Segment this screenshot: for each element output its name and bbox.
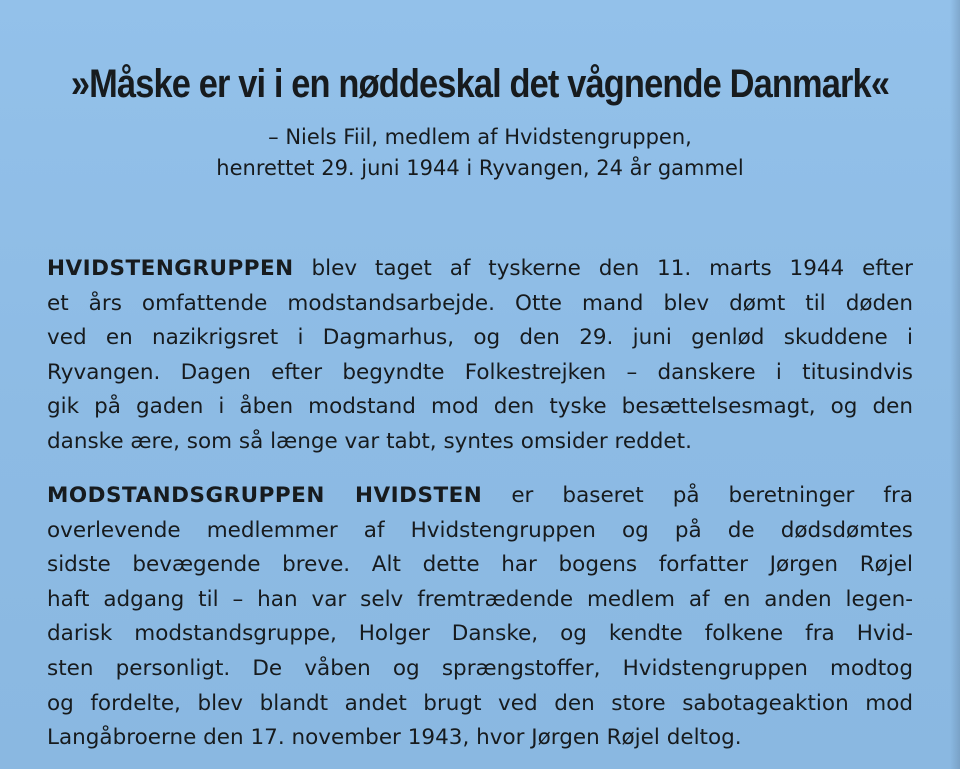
cover-quote: »Måske er vi i en nøddeskal det vågnende Danmark« xyxy=(70,62,890,106)
paragraph-text: er baseret på beretninger fra xyxy=(482,483,913,508)
paragraph-line: gik på gaden i åben modstand mod den tyske besættelsesmagt, og den xyxy=(47,394,913,420)
paragraph-line: ved en nazikrigsret i Dagmarhus, og den 29. juni genlød skuddene i xyxy=(47,325,913,351)
paragraph-line: danske ære, som så længe var tabt, syntes omsider reddet. xyxy=(47,428,692,454)
paragraph-hvidstengruppen xyxy=(47,252,913,460)
paragraph-line: Langåbroerne den 17. november 1943, hvor Jørgen Røjel deltog. xyxy=(47,725,742,751)
attribution-line-1: – Niels Fiil, medlem af Hvidstengruppen, xyxy=(268,125,692,149)
paragraph-lead-term: MODSTANDSGRUPPEN HVIDSTEN xyxy=(47,483,483,508)
paragraph-line: overlevende medlemmer af Hvidstengruppen og på de dødsdømtes xyxy=(47,517,913,543)
paragraph-line xyxy=(47,479,913,514)
paragraph-line: og fordelte, blev blandt andet brugt ved den store sabotageaktion mod xyxy=(47,690,913,716)
paragraph-text: blev taget af tyskerne den 11. marts 1944 efter xyxy=(293,256,913,281)
paragraph-lead-term: HVIDSTENGRUPPEN xyxy=(47,256,294,281)
paragraph-line: darisk modstandsgruppe, Holger Danske, og kendte folkene fra Hvid- xyxy=(47,621,913,647)
paragraph-line: et års omfattende modstandsarbejde. Otte mand blev dømt til døden xyxy=(47,290,913,316)
paragraph-line: sten personligt. De våben og sprængstoffer, Hvidstengruppen modtog xyxy=(47,655,913,681)
paragraph-line: sidste bevægende breve. Alt dette har bogens forfatter Jørgen Røjel xyxy=(47,552,913,578)
paragraph-line: Ryvangen. Dagen efter begyndte Folkestrejken – danskere i titusindvis xyxy=(47,359,913,385)
paragraph-line: haft adgang til – han var selv fremtrædende medlem af en anden legen- xyxy=(47,586,913,612)
paragraph-line xyxy=(47,252,913,287)
paragraph-modstandsgruppen xyxy=(47,479,913,756)
quote-attribution xyxy=(0,122,960,184)
cover-edge-shadow xyxy=(950,0,960,769)
attribution-line-2: henrettet 29. juni 1944 i Ryvangen, 24 år gammel xyxy=(216,156,744,180)
